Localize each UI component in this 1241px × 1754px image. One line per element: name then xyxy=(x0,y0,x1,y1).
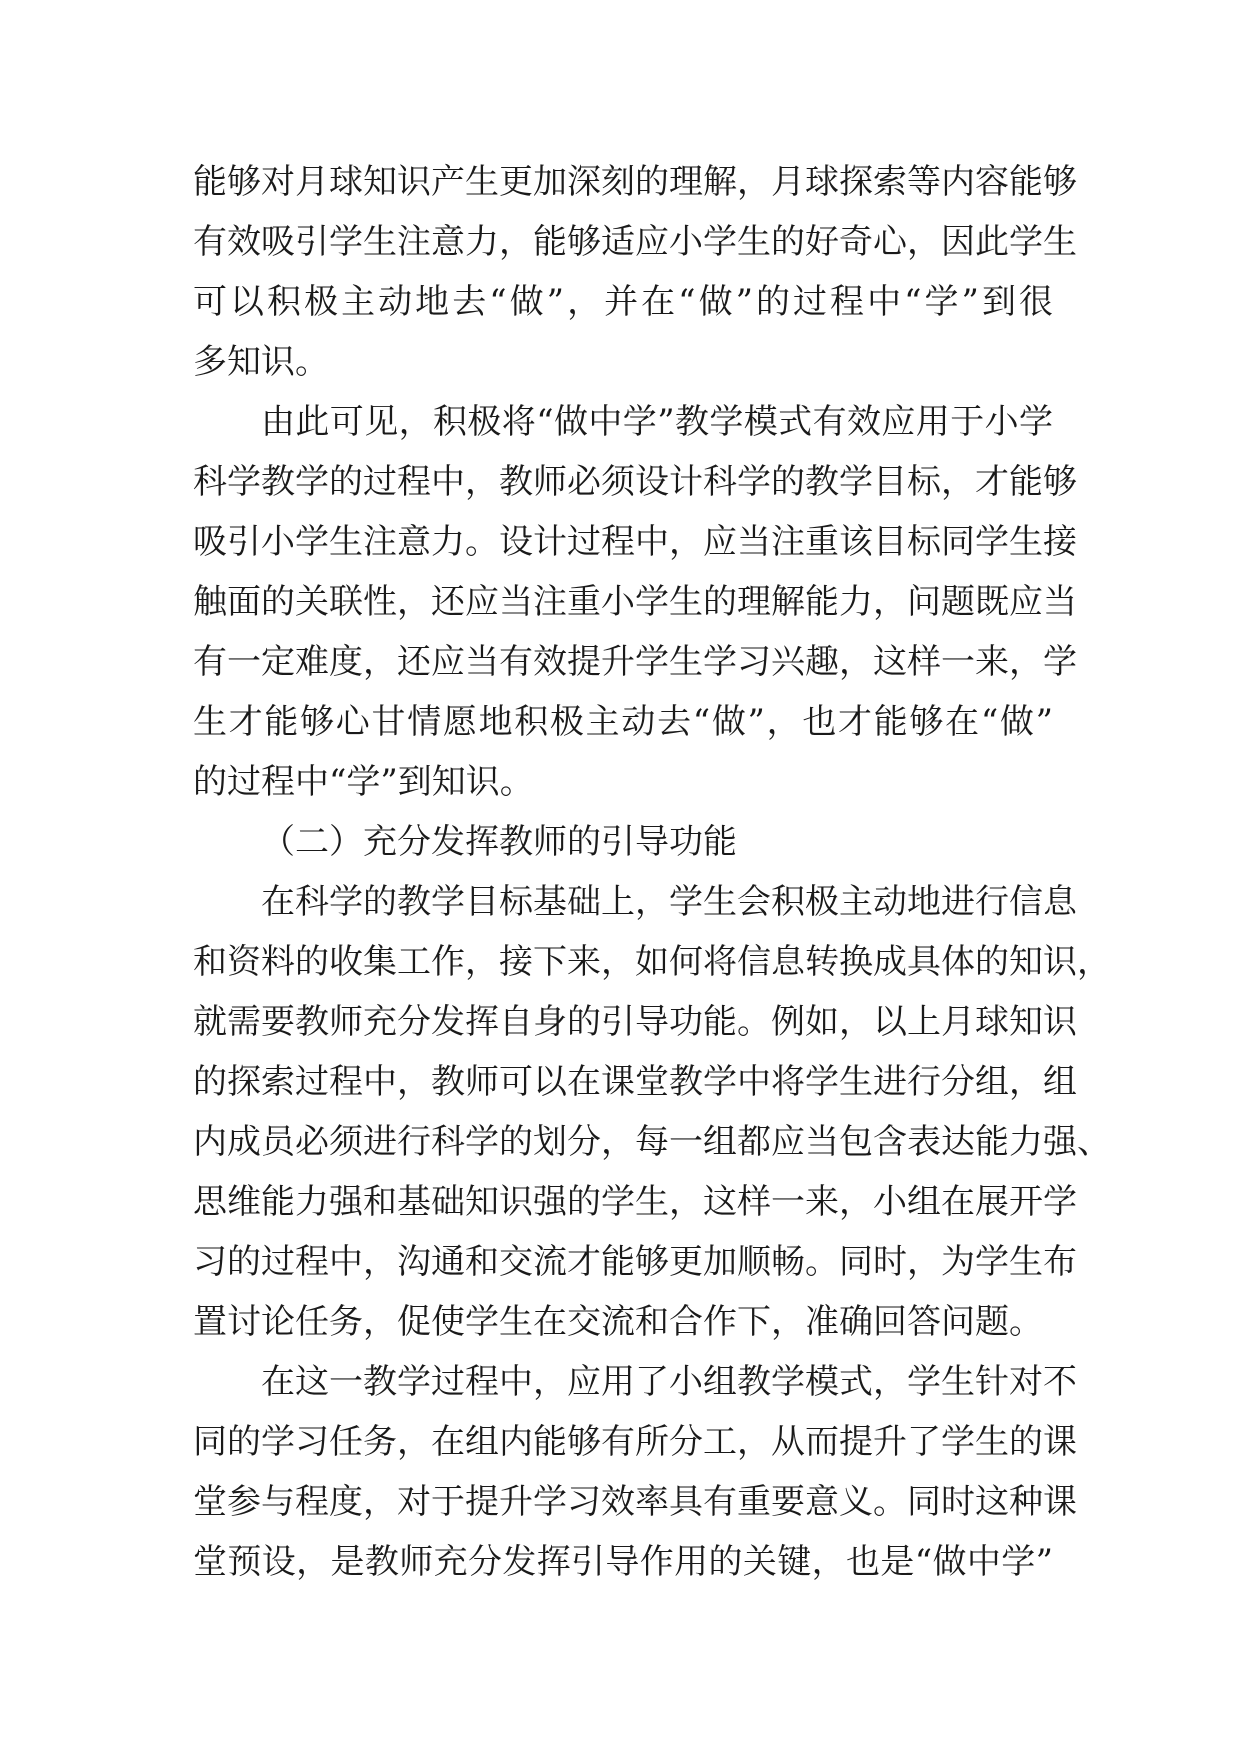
text-line: 的过程中“学”到知识。 xyxy=(193,762,534,802)
text-line: 就需要教师充分发挥自身的引导功能。例如，以上月球知识 xyxy=(193,1002,1077,1042)
document-body xyxy=(193,152,1111,1592)
text-line: 生才能够心甘情愿地积极主动去“做”，也才能够在“做” xyxy=(193,702,1053,742)
paragraph-2 xyxy=(193,392,1077,812)
text-line: 思维能力强和基础知识强的学生，这样一来，小组在展开学 xyxy=(193,1182,1077,1222)
text-line: 在科学的教学目标基础上，学生会积极主动地进行信息 xyxy=(261,882,1077,922)
text-line: 科学教学的过程中，教师必须设计科学的教学目标，才能够 xyxy=(193,462,1077,502)
text-line: 有效吸引学生注意力，能够适应小学生的好奇心，因此学生 xyxy=(193,222,1077,262)
text-line: 堂参与程度，对于提升学习效率具有重要意义。同时这种课 xyxy=(193,1482,1077,1522)
paragraph-3 xyxy=(193,872,1111,1352)
text-line: 内成员必须进行科学的划分，每一组都应当包含表达能力强、 xyxy=(193,1122,1111,1162)
text-line: 在这一教学过程中，应用了小组教学模式，学生针对不 xyxy=(261,1362,1077,1402)
text-line: 由此可见，积极将“做中学”教学模式有效应用于小学 xyxy=(261,402,1053,442)
paragraph-4 xyxy=(193,1352,1077,1592)
text-line: 同的学习任务，在组内能够有所分工，从而提升了学生的课 xyxy=(193,1422,1077,1462)
text-line: 多知识。 xyxy=(193,342,329,382)
text-line: 触面的关联性，还应当注重小学生的理解能力，问题既应当 xyxy=(193,582,1077,622)
text-line: 习的过程中，沟通和交流才能够更加顺畅。同时，为学生布 xyxy=(193,1242,1077,1282)
text-line: 有一定难度，还应当有效提升学生学习兴趣，这样一来，学 xyxy=(193,642,1077,682)
text-line: 能够对月球知识产生更加深刻的理解，月球探索等内容能够 xyxy=(193,162,1077,202)
text-line: 可以积极主动地去“做”，并在“做”的过程中“学”到很 xyxy=(193,282,1053,322)
text-line: 的探索过程中，教师可以在课堂教学中将学生进行分组，组 xyxy=(193,1062,1077,1102)
text-line: 堂预设，是教师充分发挥引导作用的关键，也是“做中学” xyxy=(193,1542,1053,1582)
text-line: 和资料的收集工作，接下来，如何将信息转换成具体的知识， xyxy=(193,942,1111,982)
section-heading: （二）充分发挥教师的引导功能 xyxy=(261,822,737,862)
text-line: 吸引小学生注意力。设计过程中，应当注重该目标同学生接 xyxy=(193,522,1077,562)
paragraph-1 xyxy=(193,152,1077,392)
text-line: 置讨论任务，促使学生在交流和合作下，准确回答问题。 xyxy=(193,1302,1043,1342)
